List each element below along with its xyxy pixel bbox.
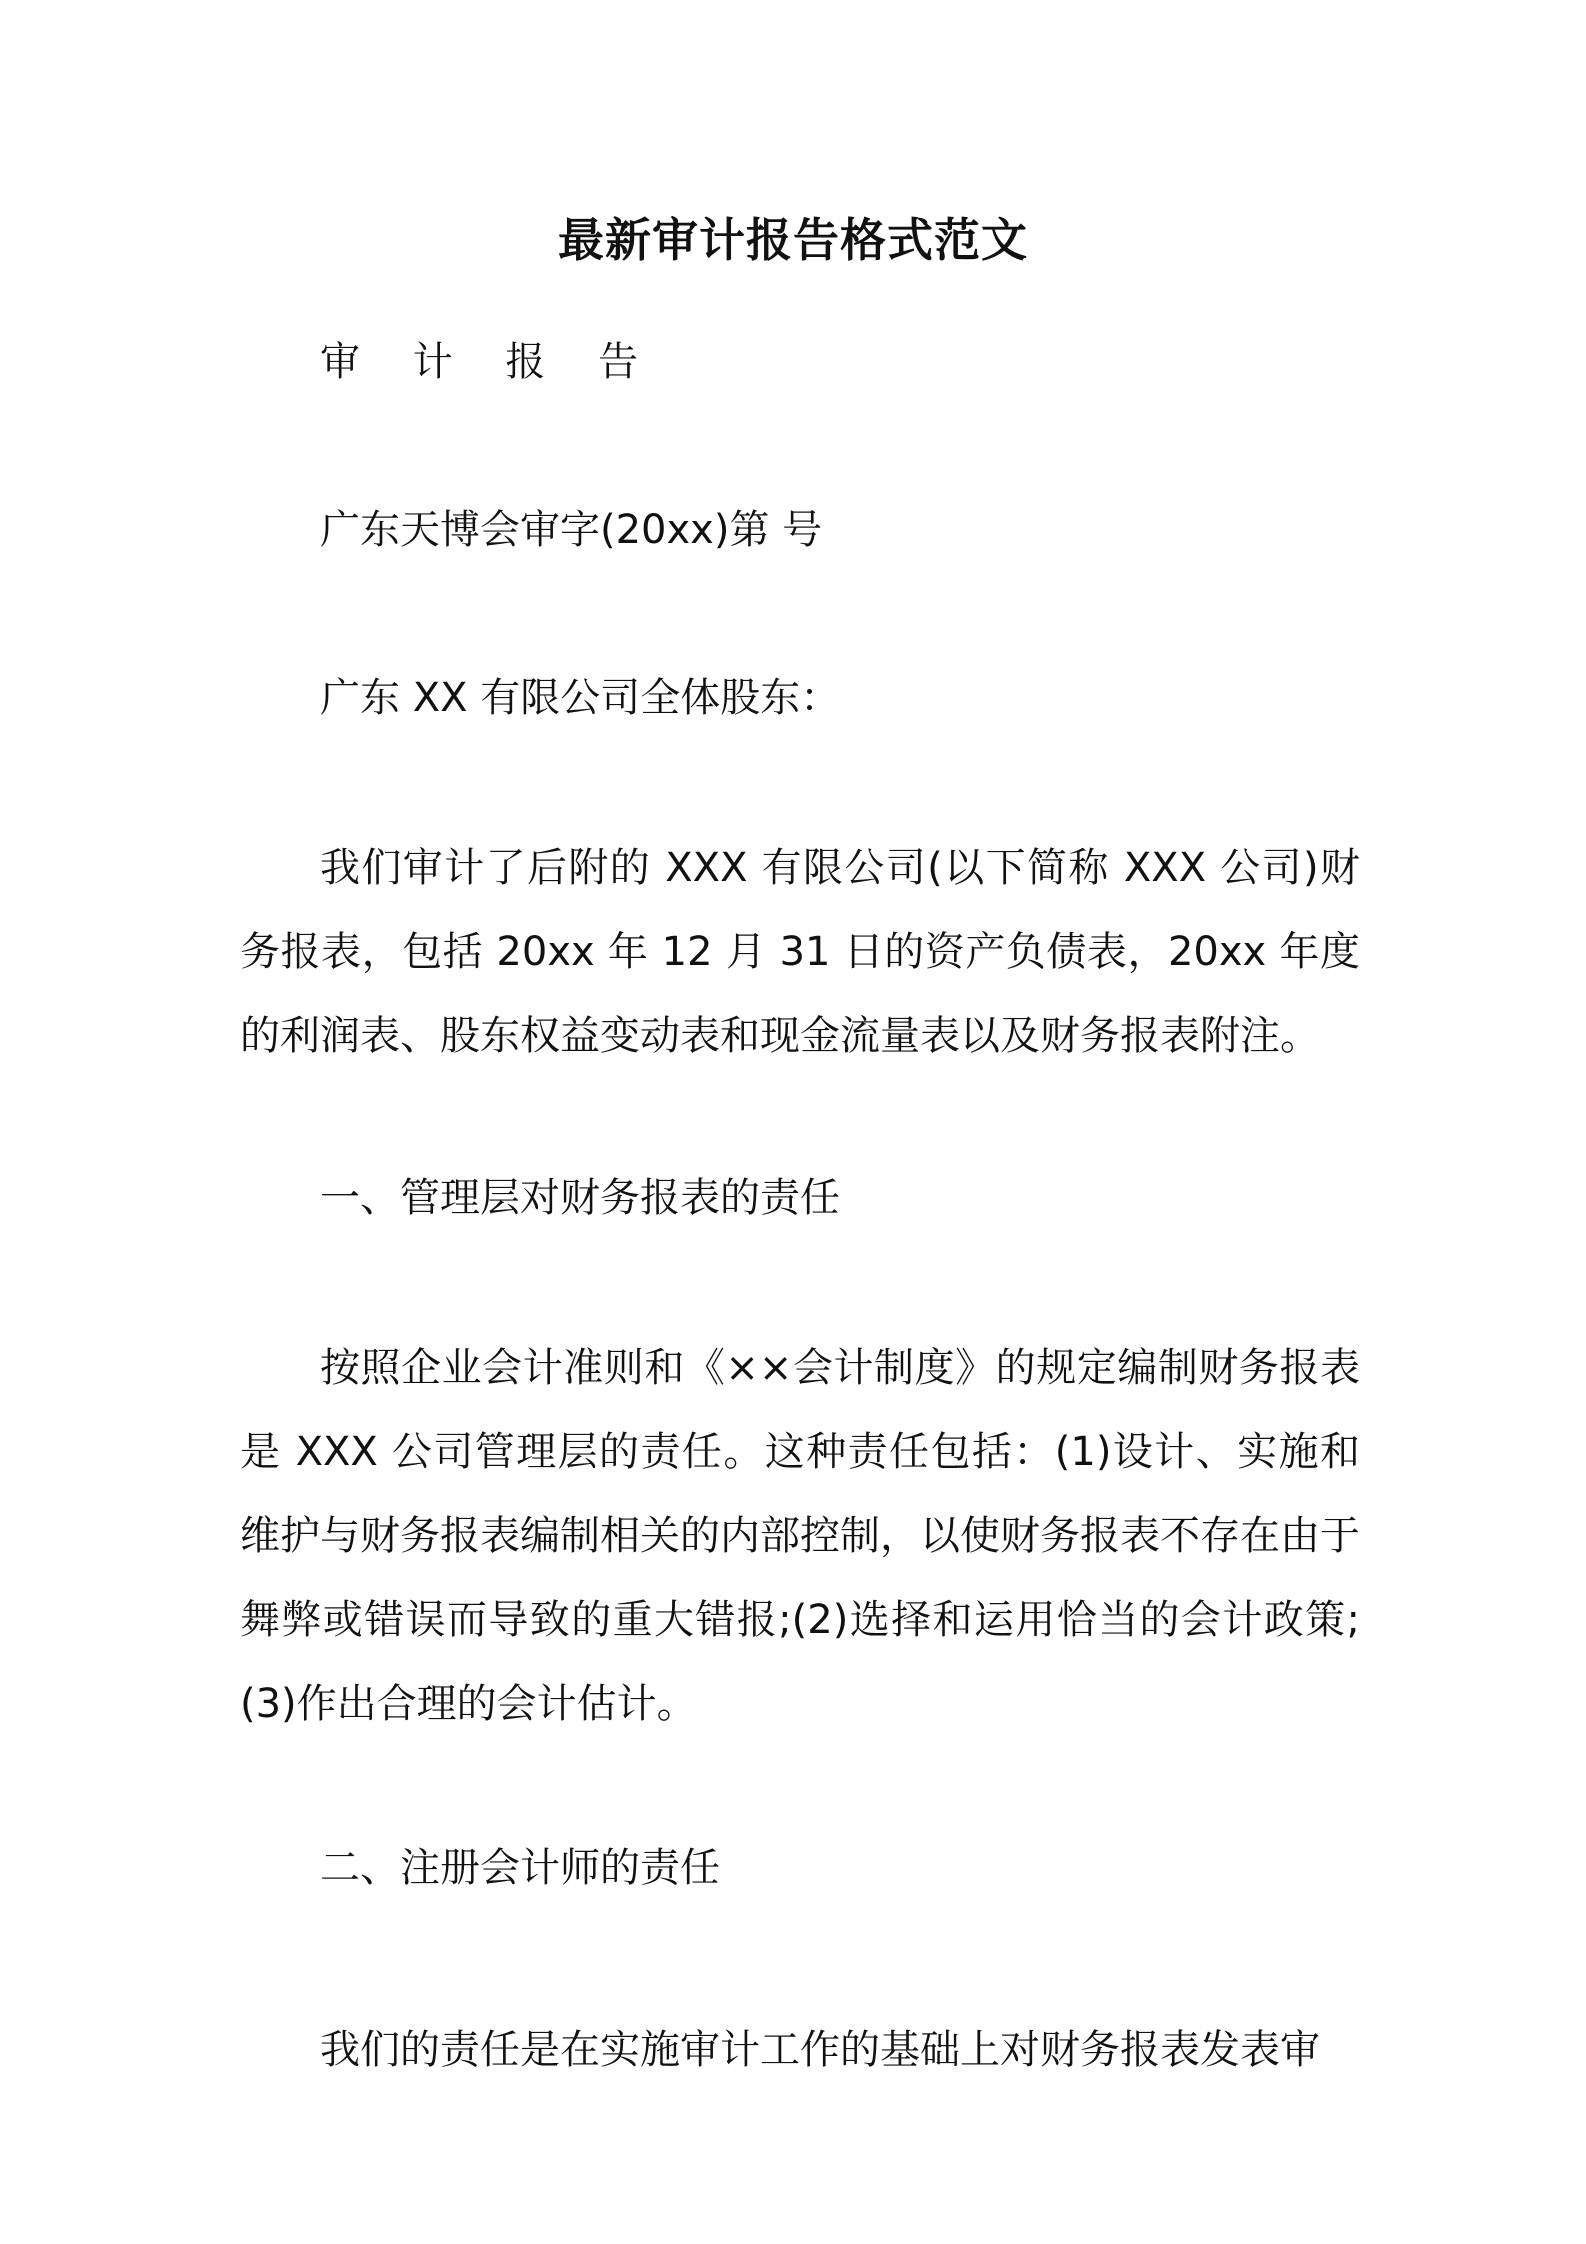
section-2-heading: 二、注册会计师的责任 [320, 1845, 720, 1891]
document-title: 最新审计报告格式范文 [558, 213, 1028, 267]
cpa-responsibility-paragraph: 我们的责任是在实施审计工作的基础上对财务报表发表审 [320, 2027, 1320, 2073]
management-responsibility-paragraph: 按照企业会计准则和《××会计制度》的规定编制财务报表是 XXX 公司管理层的责任。这种责任包括：(1)设计、实施和维护与财务报表编制相关的内部控制，以使财务报表不存在由于舞弊或错误而导致的重大错报;(2)选择和运用恰当的会计政策;(3)作出合理的会计估计。 [240, 1345, 1360, 1727]
section-1-heading: 一、管理层对财务报表的责任 [320, 1175, 840, 1221]
reference-number: 广东天博会审字(20xx)第 号 [320, 507, 823, 553]
addressee: 广东 XX 有限公司全体股东： [320, 675, 841, 721]
report-label: 审 计 报 告 [320, 339, 659, 385]
intro-paragraph: 我们审计了后附的 XXX 有限公司(以下简称 XXX 公司)财务报表，包括 20xx 年 12 月 31 日的资产负债表，20xx 年度的利润表、股东权益变动表和现金流量表以及财务报表附注。 [240, 845, 1360, 1059]
